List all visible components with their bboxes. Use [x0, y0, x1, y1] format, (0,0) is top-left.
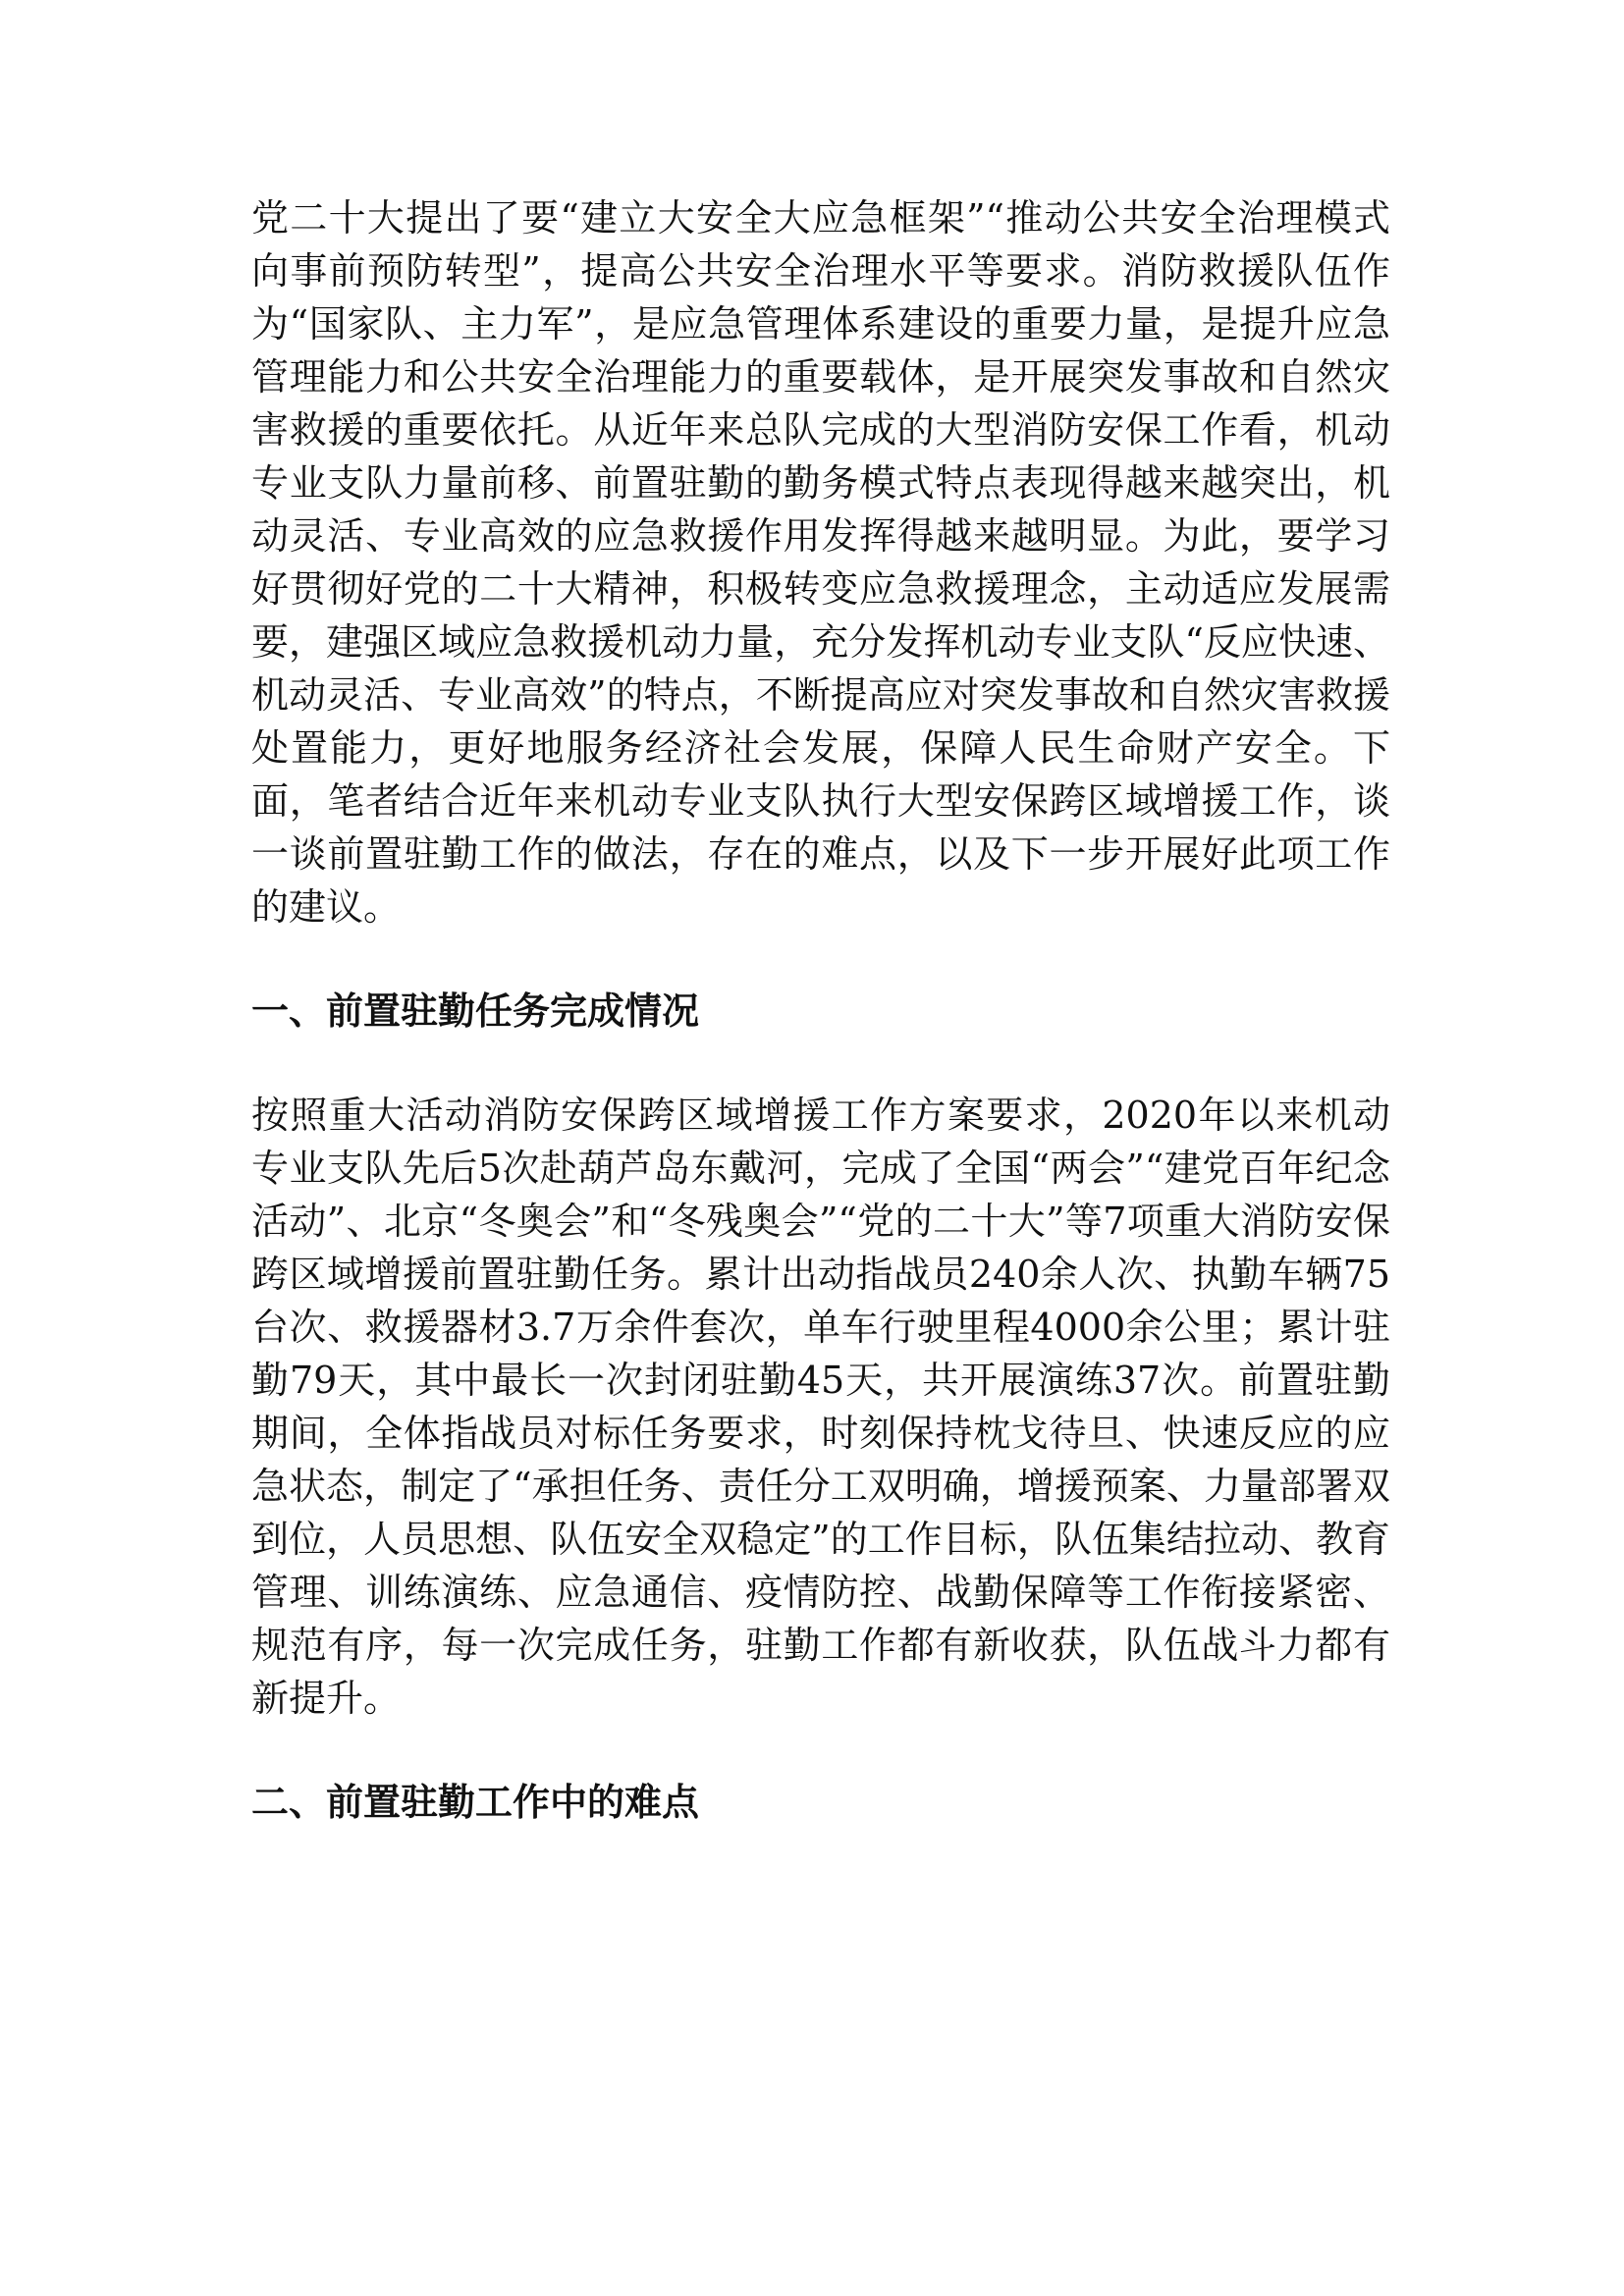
- intro-paragraph: 党二十大提出了要“建立大安全大应急框架”“推动公共安全治理模式向事前预防转型”，提高公共安全治理水平等要求。消防救援队伍作为“国家队、主力军”，是应急管理体系建设的重要力量，是提升应急管理能力和公共安全治理能力的重要载体，是开展突发事故和自然灾害救援的重要依托。从近年来总队完成的大型消防安保工作看，机动专业支队力量前移、前置驻勤的勤务模式特点表现得越来越突出，机动灵活、专业高效的应急救援作用发挥得越来越明显。为此，要学习好贯彻好党的二十大精神，积极转变应急救援理念，主动适应发展需要，建强区域应急救援机动力量，充分发挥机动专业支队“反应快速、机动灵活、专业高效”的特点，不断提高应对突发事故和自然灾害救援处置能力，更好地服务经济社会发展，保障人民生命财产安全。下面，笔者结合近年来机动专业支队执行大型安保跨区域增援工作，谈一谈前置驻勤工作的做法，存在的难点，以及下一步开展好此项工作的建议。: [251, 196, 1390, 929]
- section-1-paragraph: 按照重大活动消防安保跨区域增援工作方案要求，2020年以来机动专业支队先后5次赴葫芦岛东戴河，完成了全国“两会”“建党百年纪念活动”、北京“冬奥会”和“冬残奥会”“党的二十大”等7项重大消防安保跨区域增援前置驻勤任务。累计出动指战员240余人次、执勤车辆75台次、救援器材3.7万余件套次，单车行驶里程4000余公里；累计驻勤79天，其中最长一次封闭驻勤45天，共开展演练37次。前置驻勤期间，全体指战员对标任务要求，时刻保持枕戈待旦、快速反应的应急状态，制定了“承担任务、责任分工双明确，增援预案、力量部署双到位，人员思想、队伍安全双稳定”的工作目标，队伍集结拉动、教育管理、训练演练、应急通信、疫情防控、战勤保障等工作衔接紧密、规范有序，每一次完成任务，驻勤工作都有新收获，队伍战斗力都有新提升。: [251, 1094, 1390, 1720]
- section-heading-2: 二、前置驻勤工作中的难点: [251, 1781, 700, 1824]
- section-heading-1: 一、前置驻勤任务完成情况: [251, 989, 700, 1033]
- document-page: [251, 191, 1390, 1829]
